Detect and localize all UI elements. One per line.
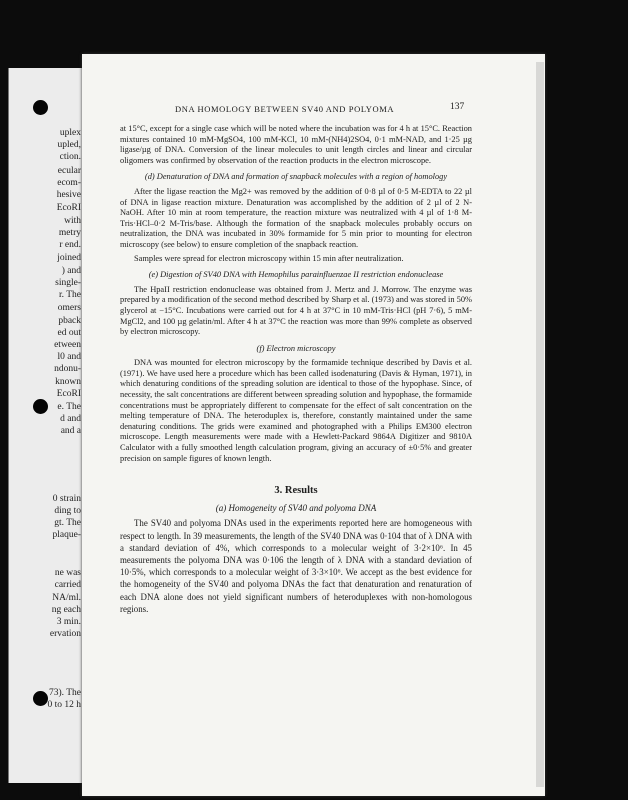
back-page-text-fragment: NA/ml. <box>52 593 81 603</box>
back-page-text-fragment: d and <box>60 414 81 424</box>
page-number: 137 <box>450 102 465 112</box>
punch-hole <box>33 100 48 115</box>
back-page-text-fragment: hesive <box>56 190 81 200</box>
back-page-text-fragment: ecular <box>57 166 81 176</box>
back-page-text-fragment: 0 to 12 h <box>47 700 81 710</box>
back-page-text-fragment: 0 strain <box>52 494 81 504</box>
back-page-text-fragment: 3 min. <box>56 617 81 627</box>
back-page-text-fragment: ding to <box>54 506 81 516</box>
back-page-text-fragment: joined <box>57 253 81 263</box>
section-heading: (e) Digestion of SV40 DNA with Hemophilus parainfluenzae II restriction endonuclease <box>148 270 444 280</box>
paragraph: The SV40 and polyoma DNAs used in the experiments reported here are homogeneous with respect to length. In 39 measurements, the length of the SV40 DNA was 0·104 that of λ DNA with a standard deviation of 4%, which corresponds to a molecular weight of 3·2×10⁶. In 45 measurements the polyoma DNA was 0·106 the length of λ DNA with a standard deviation of 10·5%, which corresponds to a molecular weight of 3·3×10⁶. We accept as the best evidence for the homogeneity of the SV40 and polyoma DNAs the fact that denaturation and renaturation of each DNA alone does not yield significant numbers of heteroduplexes with non-homologous regions. <box>120 518 472 614</box>
paragraph: at 15°C, except for a single case which will be noted where the incubation was for 4 h at 15°C. Reaction mixtures contained 10 mM-MgSO4, 100 mM-KCl, 10 mM-(NH4)2SO4, 0·1 mM-NAD, and 1·25 µg ligase/µg of DNA. Conversion of the linear molecules to unit length circles and linear and circular oligomers was confirmed by observation of the reaction products in the electron microscope. <box>120 124 472 165</box>
back-page-text-fragment: gt. The <box>54 518 81 528</box>
back-page-text-fragment: pback <box>58 316 81 326</box>
back-page-text-fragment: metry <box>58 228 81 238</box>
page-edge-shadow <box>536 62 544 787</box>
back-page-text-fragment: e. The <box>57 402 81 412</box>
back-page-text-fragment: omers <box>57 303 81 313</box>
results-heading: 3. Results <box>274 485 318 497</box>
back-page-text-fragment: 73). The <box>48 688 81 698</box>
running-head: DNA HOMOLOGY BETWEEN SV40 AND POLYOMA <box>175 104 395 114</box>
paragraph: Samples were spread for electron microscopy within 15 min after neutralization. <box>134 253 404 263</box>
back-page-text-fragment: and a <box>60 426 81 436</box>
article-body <box>120 124 472 618</box>
back-page-text-fragment: ervation <box>49 629 81 639</box>
back-page-text-fragment: ction. <box>59 152 81 162</box>
section-heading: (f) Electron microscopy <box>256 343 336 353</box>
back-page-text-fragment: EcoRI <box>56 389 81 399</box>
back-page-text-fragment: with <box>64 216 81 226</box>
back-page-text-fragment: carried <box>54 580 81 590</box>
back-page-text-fragment: ecom- <box>57 178 81 188</box>
back-page-text-fragment: uplex <box>59 128 81 138</box>
back-page-text-fragment: ne was <box>54 568 81 578</box>
back-page-text-fragment: ng each <box>51 605 81 615</box>
back-page-text-fragment: etween <box>54 340 81 350</box>
back-page-text-fragment: r end. <box>59 240 81 250</box>
back-page <box>8 68 85 783</box>
back-page-text-fragment: r. The <box>59 290 81 300</box>
back-page-text-fragment: single- <box>55 278 81 288</box>
back-page-text-fragment: upled, <box>57 140 81 150</box>
back-page-text-fragment: ) and <box>61 266 81 276</box>
paragraph: DNA was mounted for electron microscopy by the formamide technique described by Davis et al. (1971). We have used here a procedure which has been called isodenaturing (Davis & Hyman, 1971), in which denaturing conditions of the spreading solution are identical to those of the hypophase. Since, of necessity, the salt concentrations are different between spreading solution and hypophase, the formamide concentrations must be appropriately different to compensate for the effect of salt concentration on the melting temperature of DNA. The heteroduplex is, therefore, constantly maintained under the same denaturing conditions. The grids were examined and photographed with a Philips EM300 electron microscope. Length measurements were made with a Hewlett-Packard 9864A Digitizer and 9810A Calculator with a fully smoothed length calculation program, giving an accuracy of ±0·5% and greater precision on sample figures of known length. <box>120 358 472 463</box>
back-page-text-fragment: EcoRI <box>56 203 81 213</box>
punch-hole <box>33 399 48 414</box>
back-page-text-fragment: plaque- <box>52 530 81 540</box>
section-heading: (a) Homogeneity of SV40 and polyoma DNA <box>215 502 377 513</box>
back-page-text-fragment: l0 and <box>57 352 81 362</box>
punch-hole <box>33 691 48 706</box>
paragraph: After the ligase reaction the Mg2+ was removed by the addition of 0·8 µl of 0·5 M-EDTA to 22 µl of DNA in ligase reaction mixture. Denaturation was accomplished by the addition of 2 µl of 2 N-NaOH. After 10 min at room temperature, the reaction mixture was neutralized with 4 µl of 1·8 M-Tris·HCl–0·2 M-Tris/base. Although the formation of the snapback molecules probably occurs on neutralization, the DNA was incubated in 30% formamide for 5 min prior to mounting for electron microscopy (see below) to ensure completion of the snapback reaction. <box>120 186 472 249</box>
back-page-text-fragment: ndonu- <box>54 364 81 374</box>
paragraph: The HpaII restriction endonuclease was obtained from J. Mertz and J. Morrow. The enzyme was prepared by a modification of the second method described by Sharp et al. (1973) and was stored in 50% glycerol at −15°C. Incubations were carried out for 4 h at 37°C in 10 mM-Tris·HCl (pH 7·6), 5 mM-MgCl2, and 100 µg gelatin/ml. After 4 h at 37°C the reaction was more than 99% complete as observed by electron microscopy. <box>120 284 472 337</box>
back-page-text-fragment: known <box>55 377 81 387</box>
back-page-text-fragment: ed out <box>57 328 81 338</box>
section-heading: (d) Denaturation of DNA and formation of snapback molecules with a region of homology <box>144 172 448 182</box>
